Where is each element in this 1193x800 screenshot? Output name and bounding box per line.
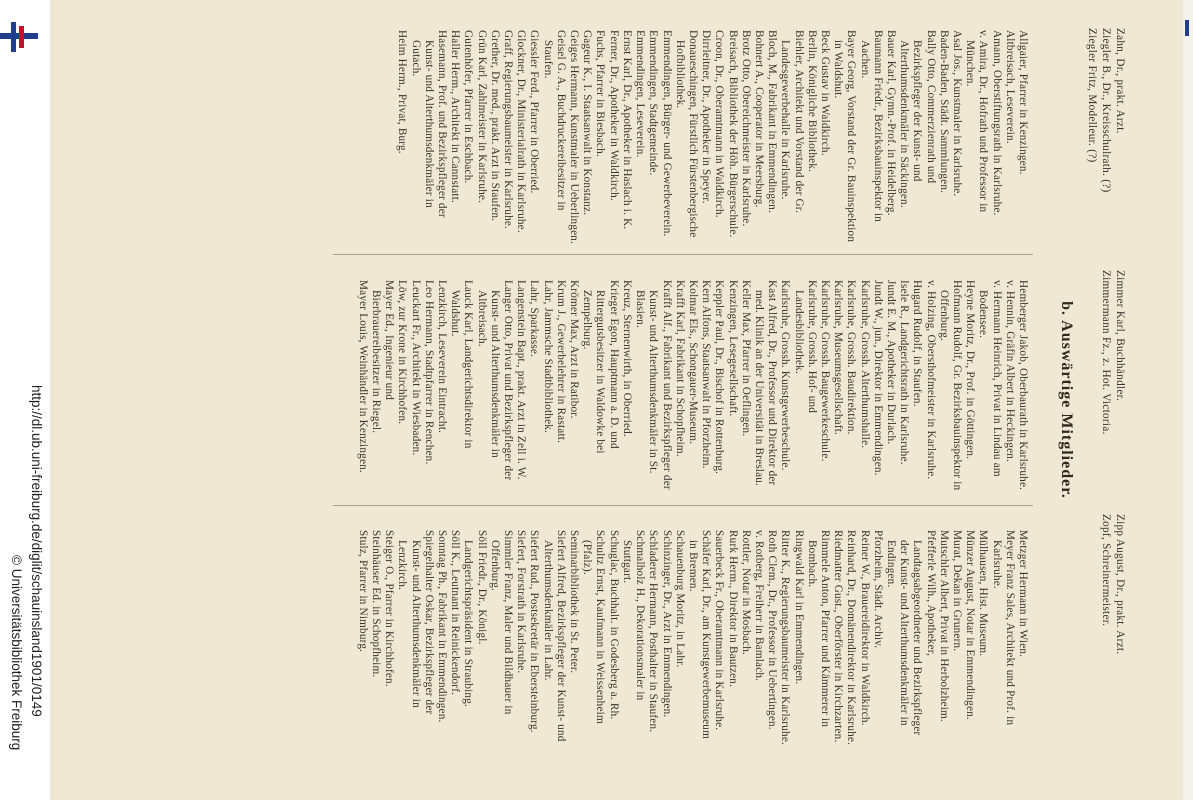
member-entry: Beck Gustav in Waldkirch. [818,30,831,156]
top-entry: Zipp August, Dr., prakt. Arzt. [1114,514,1126,655]
member-entry: Geisel G. A., Buchdruckereibesitzer in Staufen. [541,30,567,211]
member-entry: Graff, Regierungsbaumeister in Karlsruhe. [502,30,515,230]
member-entry: Lahr, Sparkasse. [528,280,541,357]
top-entries-middle [1099,270,1127,502]
member-entry: Siefert Alfred, Bezirkspfleger der Kunst- und Alterthumsdenkmäler in Lahr. [541,530,567,742]
member-entry: Brotz Otto, Obereichmeister in Karlsruhe. [739,30,752,227]
member-entry: Metzger Hermann in Wien. [1017,530,1029,658]
left-margin [0,0,50,800]
member-entry: Asal Jos., Kunstmaler in Karlsruhe. [950,30,963,197]
source-url[interactable]: http://dl.ub.uni-freiburg.de/diglit/schauinsland1901/0149 [29,385,44,717]
member-entry: Fuchs, Pfarrer in Biesbach. [594,30,607,157]
member-entry: Langenstein Bapt., prakt. Arzt in Zell i. W. [515,280,528,480]
member-entry: Hofmann Rudolf, Gr. Bezirksbauinspektor in Offenburg. [937,280,963,491]
member-entry: Meyer Franz Sales, Architekt und Prof. in Karlsruhe. [990,530,1016,726]
member-entry: Breisach, Bibliothek der Höh. Bürgerschule. [726,30,739,238]
member-entry: Siefert Rud., Postsekretär in Ebersteinburg. [528,530,541,733]
member-entry: v. Holzing, Obersthofmeister in Karlsruhe. [924,280,937,480]
member-entry: Dirrleitner, Dr., Apotheker in Speyer. [700,30,713,204]
members-column-1 [395,30,1029,246]
member-entry: Kolmar Els., Schongauer-Museum. [686,280,699,445]
member-entry: Kenzingen, Lesegesellschaft. [726,280,739,417]
member-entry: Ferner, Dr., Apotheker in Waldkirch. [607,30,620,201]
top-entry: Zopf, Schreinermeister. [1100,514,1112,627]
member-entry: Ernst Karl, Dr., Apotheker in Haslach i. K. [620,30,633,230]
member-entry: Schuglac, Buchhalt. in Godesberg a. Rh. [607,530,620,720]
edge-marker [1185,20,1189,36]
member-entry: Lenzkirch, Leseverein Eintracht. [436,280,449,434]
member-entry: Spiegelhalter Oskar, Bezirkspfleger der Kunst- und Alterthumsdenkmäler in Lenzkirch. [396,530,435,715]
top-entry: Zimmermann Fz., z. Hot. Victoria. [1100,270,1112,435]
copyright-notice: © Universitätsbibliothek Freiburg [9,555,24,751]
member-entry: Steinhäuser Ed. in Schopfheim. [370,530,383,678]
member-entry: Schultz Ernst, Kaufmann in Weissenheim (Pfalz). [581,530,607,724]
member-entry: Rurk Herm., Direktor in Bautzen. [726,530,739,688]
member-entry: Roth Clem., Dr., Professor in Uebertingen. [766,530,779,730]
member-entry: Heim Herm., Privat, Burg. [396,30,409,154]
member-entry: Hugard Rudolf, in Staufen. [911,280,924,407]
member-entry: Baden-Baden, Städt. Sammlungen. [937,30,950,194]
member-entry: Isele R., Landgerichtsrath in Karlsruhe. [898,280,911,465]
member-entry: Leuckart Fr., Architekt in Wiesbaden. [409,280,422,456]
member-entry: Schäfer Karl, Dr., am Kunstgewerbemuseum in Bremen. [686,530,713,740]
top-entry: Zahn, Dr., prakt. Arzt. [1114,28,1126,134]
member-entry: Pforzheim, Städt. Archiv. [871,530,884,649]
member-entry: Mayer Ed., Ingenieur und Bierbrauereibesitzer in Riegel. [370,280,396,434]
member-entry: Hasemann, Prof. und Bezirkspfleger der Kunst- und Alterthumsdenkmäler in Gutach. [409,30,449,218]
member-entry: Krum J., Gewerbelehrer in Rastatt. [554,280,567,444]
right-margin [1183,0,1193,800]
scanned-page [50,0,1183,800]
member-entry: Haller Herm., Architekt in Cannstatt. [449,30,462,203]
top-entries-left [1085,28,1127,260]
member-entry: Mayer Louis, Weinhändler in Kenzingen. [356,280,369,473]
member-entry: Steiger O., Pfarrer in Kirchhofen. [383,530,396,687]
member-entry: Grether, Dr. med., prakt. Arzt in Staufen. [488,30,501,222]
member-entry: Biehler, Architekt und Vorstand der Gr. Landesgewerbehalle in Karlsruhe. [779,30,805,214]
member-entry: Glockner, Dr., Ministerialrath in Karlsruhe. [515,30,528,233]
member-entry: Karlsruhe, Grossh. Kunstgewerbeschule. [779,280,792,471]
member-entry: Krafft Karl, Fabrikant in Schopfheim. [673,280,686,457]
page-content [50,0,1183,800]
top-entry: Ziegler Fritz, Modelleur. (?) [1086,28,1098,163]
member-entry: Keppler Paul, Dr., Bischof in Rottenburg. [713,280,726,475]
members-column-2 [356,280,1029,496]
top-entries-right [1099,514,1127,746]
member-entry: Jundt W., jun., Direktor in Emmendingen. [871,280,884,476]
member-entry: Karlsruhe, Grossh. Hof- und Landesbibliothek. [792,280,818,414]
member-entry: Giessler Ferd., Pfarrer in Oberried. [528,30,541,194]
member-entry: Münzer August, Notar in Emmendingen. [964,530,977,720]
member-entry: Rottler, Notar in Mosbach. [739,530,752,655]
member-entry: Löw, zur Krone in Kirchhofen. [396,280,409,425]
member-entry: Baumann Friedr., Bezirksbauinspektor in Aachen. [858,30,884,223]
member-entry: Croon, Dr., Oberamtmann in Waldkirch. [713,30,726,218]
member-entry: Bloch, M., Fabrikant in Emmendingen. [766,30,779,214]
member-entry: Lahr, Jammsche Stadtbibliothek. [541,280,554,434]
member-entry: Rimmele Anton, Pfarrer und Kämmerer in Bombach. [805,530,831,728]
member-entry: Schladerer Hermann, Posthalter in Staufen. [647,530,660,733]
member-entry: Amann, Oberstiftungsrath in Karlsruhe. [990,30,1003,216]
member-entry: Söll Friedr., Dr., Königl. Landgerichtspräsident in Straubing. [462,530,488,708]
member-entry: Altbreisach, Leseverein. [1003,30,1016,144]
member-entry: v. Hermann Heinrich, Privat in Lindau am Bodensee. [977,280,1003,477]
member-entry: Emmendingen, Stadtgemeinde. [647,30,660,176]
member-entry: Mutschler Albert, Privat in Herbolzheim. [937,530,950,722]
member-entry: Bally Otto, Commerzienrath und Bezirkspfleger der Kunst- und Alterthumsdenkmäler in Säckingen. [898,30,937,208]
member-entry: v. Hennin, Gräfin Albert in Heckingen. [1003,280,1016,463]
member-entry: Geiges Hermann, Kunstmaler in Ueberlingen. [568,30,581,245]
member-entry: Siefert, Forstrath in Karlsruhe. [515,530,528,674]
member-entry: Grün Karl, Zahlmeister in Karlsruhe. [475,30,488,204]
member-entry: Karlsruhe, Museumsgesellschaft. [832,280,845,436]
member-entry: Allgaier, Pfarrer in Kenzingen. [1017,30,1029,175]
member-entry: v. Amira, Dr., Hofrath und Professor in München. [964,30,990,213]
member-entry: Murat, Dekan in Grunern. [950,530,963,652]
member-entry: Schinzinger, Dr., Arzt in Emmendingen. [660,530,673,718]
member-entry: Seminarbibliothek in St. Peter. [568,530,581,674]
credit-block [0,0,50,800]
member-entry: Simmler Franz, Maler und Bildhauer in Offenburg. [488,530,515,715]
member-entry: Sonntag Ph., Fabrikant in Emmendingen. [436,530,449,723]
member-entry: Schmalholz H., Dekorationsmaler in Stuttgart. [620,530,647,701]
member-entry: Emmendingen, Bürger- und Gewerbeverein. [660,30,673,237]
member-entry: Karlsruhe, Grossh. Baugewerkeschule. [818,280,831,462]
member-entry: Sauerbeck Fr., Oberamtmann in Karlsruhe. [713,530,726,731]
member-entry: Berlin, Königliche Bibliothek. [805,30,818,173]
member-entry: Bauer Karl, Gymn.-Prof. in Heidelberg. [884,30,897,216]
member-entry: Ritter K., Regierungsbaumeister in Karlsruhe. [779,530,792,745]
member-entry: Mülhausen, Hist. Museum. [977,530,990,657]
column-divider [333,254,1033,255]
member-entry: Karlsruhe, Grossh. Baudirektion. [845,280,858,435]
member-entry: Lauck Karl, Landgerichtsdirektor in Waldshut. [449,280,475,449]
top-entry: Zimmer Karl, Buchhändler. [1114,270,1126,402]
member-entry: v. Rotberg, Freiherr in Bamlach. [752,530,765,682]
member-entry: Donaueschingen, Fürstlich Fürstenbergische Hofbibliothek. [673,30,699,238]
member-entry: Riedmatter Gust., Oberförster in Kirchzarten. [832,530,845,743]
member-entry: Heyne Moritz, Dr., Prof. in Göttingen. [964,280,977,460]
member-entry: Schauenburg Moritz, in Lahr. [673,530,686,668]
member-entry: Jundt E. M., Apotheker in Durlach. [884,280,897,445]
member-entry: Reinhard, Dr., Domänendirektor in Karlsruhe. [845,530,858,746]
member-entry: Emmendingen, Leseverein. [634,30,647,158]
section-title: b. Auswärtige Mitglieder. [1058,301,1075,499]
member-entry: Bayer Georg, Vorstand der Gr. Bauinspektion in Waldshut. [832,30,858,243]
member-entry: Söll K., Leutnant in Reinickendorf. [449,530,462,696]
members-column-3 [356,530,1029,746]
member-entry: Krömer Max, Arzt in Ratibor. [568,280,581,419]
member-entry: Stulz, Pfarrer in Nimburg. [356,530,369,653]
member-entry: Bohnert A., Cooperator in Meersburg. [752,30,765,208]
member-entry: Langer Otto, Privat und Bezirkspfleger der Kunst- und Alterthumsdenkmäler in Altbreisach. [475,280,515,481]
member-entry: Karlsruhe, Grossh. Alterthumshalle. [858,280,871,449]
member-entry: Kast Alfred, Dr., Professor und Direktor der med. Klinik an der Universität in Breslau. [752,280,779,487]
member-entry: Krieger Egon, Hauptmann a. D. und Rittergutsbesitzer in Waldowke bei Zempelburg. [581,280,620,454]
member-entry: Keller Max, Pfarrer in Oeflingen. [739,280,752,437]
member-entry: Gutenhöfer, Pfarrer in Eschbach. [462,30,475,184]
member-entry: Hemberger Jakob, Oberbaurath in Karlsruhe. [1017,280,1029,491]
member-entry: Kern Alfons, Staatsanwalt in Pforzheim. [700,280,713,469]
top-entry: Ziegler B., Dr., Kreisschulrath. (?) [1100,28,1112,193]
member-entry: Ringwald Karl in Emmendingen. [792,530,805,685]
member-entry: Pfefferle Wilh., Apotheker, Landtagsabgeordneter und Bezirkspfleger der Kunst- und Alterthumsdenkmäler in Endingen. [884,530,937,736]
column-divider [333,505,1033,506]
member-entry: Krafft Alf., Fabrikant und Bezirkspfleger der Kunst- und Alterthumsdenkmäler in St. Blasien. [634,280,673,490]
member-entry: Leo Hermann, Stadtpfarrer in Renchen. [422,280,435,465]
member-entry: Gageur K., I. Staatsanwalt in Konstanz. [581,30,594,216]
member-entry: Reiner W., Brauereidirektor in Waldkirch. [858,530,871,726]
member-entry: Kreuz, Sternenwirth, in Oberried. [620,280,633,437]
